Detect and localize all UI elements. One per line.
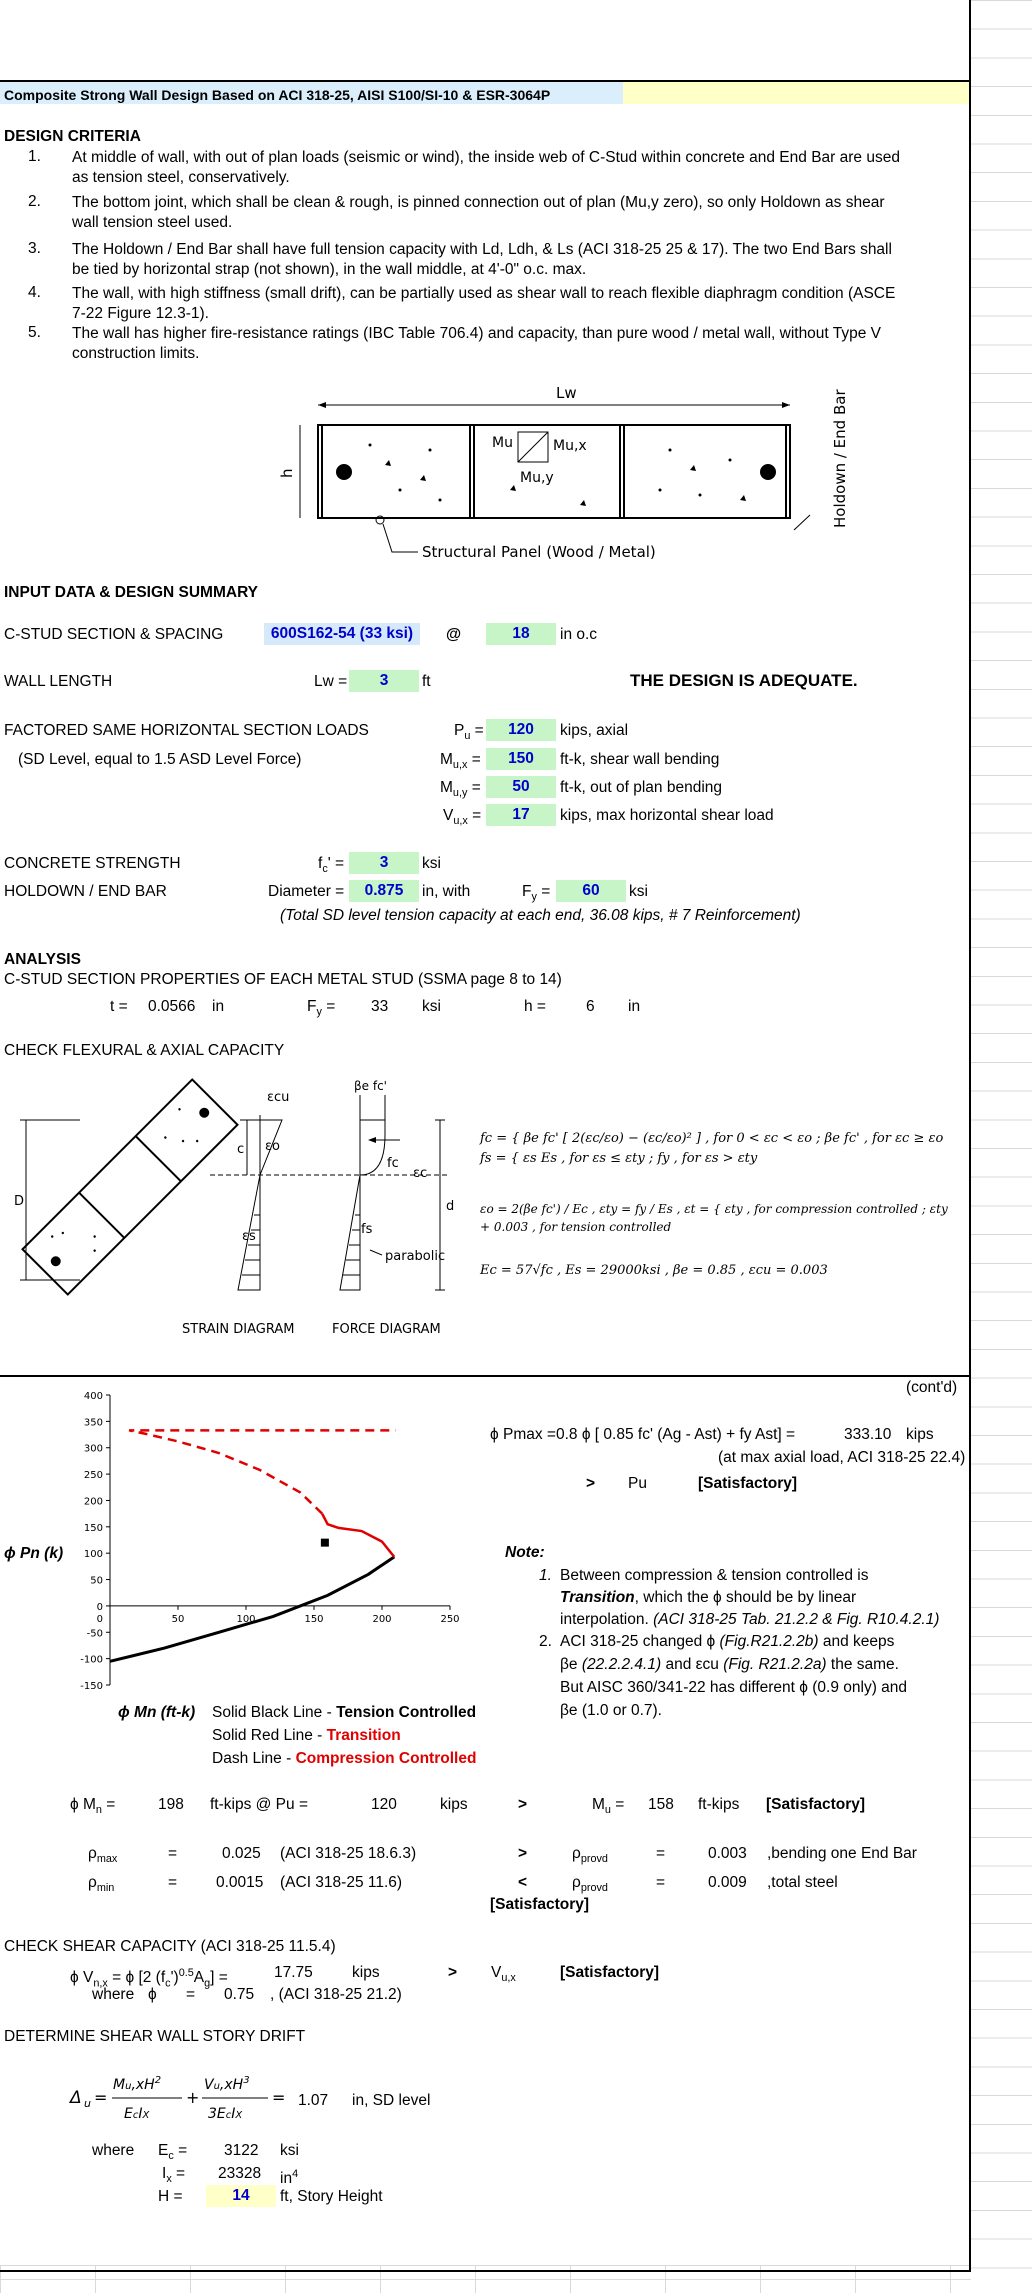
rhoprovd-value-2: 0.009 (708, 1874, 747, 1891)
page-bottom-divider (0, 2270, 969, 2272)
fc-unit: ksi (422, 855, 441, 872)
fc-label: $f_c'$ = (318, 855, 345, 876)
note-1-line-2: Transition, which the ϕ should be by linear (560, 1589, 857, 1606)
svg-text:=: = (272, 2088, 286, 2107)
drift-equation (68, 2062, 288, 2132)
rhoprovd-label-2: $\rho_{provd}$ (572, 1874, 608, 1895)
shear-phi-ref: , (ACI 318-25 21.2) (270, 1986, 402, 2003)
ec-label: $E_c$ = (158, 2142, 188, 2163)
vux-unit: kips, max horizontal shear load (560, 807, 774, 824)
diameter-input[interactable]: 0.875 (349, 880, 419, 902)
ec-value: 3122 (224, 2142, 259, 2159)
vux-input-label: $V_{u,x}$ = (443, 807, 482, 828)
drift-where: where (92, 2142, 135, 2159)
interaction-chart (60, 1385, 470, 1700)
results-pu-unit: kips (440, 1796, 468, 1813)
mux-input[interactable]: 150 (486, 748, 556, 770)
at-symbol: @ (446, 626, 462, 643)
legend-black: Solid Black Line - Tension Controlled (212, 1704, 477, 1721)
note-2-line-4: βe (1.0 or 0.7). (560, 1702, 662, 1719)
design-status: THE DESIGN IS ADEQUATE. (630, 671, 858, 690)
force-diagram-label: FORCE DIAGRAM (332, 1322, 441, 1337)
reinforcement-status: [Satisfactory] (490, 1896, 590, 1913)
story-height-unit: ft, Story Height (280, 2188, 383, 2205)
fy-bar-input[interactable]: 60 (556, 880, 626, 902)
muy-input-label: $M_{u,y}$ = (440, 779, 481, 800)
y-tick-label: 0 (96, 1601, 103, 1613)
ec-equation: Ec = 57√fc , Es = 29000ksi , βe = 0.85 , εcu = 0.003 (480, 1263, 828, 1278)
fy-bar-label: $F_y$ = (522, 883, 551, 904)
ec-unit: ksi (280, 2142, 299, 2159)
structural-panel-label: Structural Panel (Wood / Metal) (422, 543, 656, 561)
phimn-gt: > (518, 1796, 528, 1813)
fs-equation: fs = { εs Es , for εs ≤ εty ; fy , for εs > εty (480, 1151, 758, 1166)
y-tick-label: 350 (83, 1417, 103, 1429)
drift-unit: in, SD level (352, 2092, 431, 2109)
rhomin-ref: (ACI 318-25 11.6) (280, 1874, 403, 1891)
spacing-unit: in o.c (560, 626, 598, 643)
loads-label: FACTORED SAME HORIZONTAL SECTION LOADS (4, 722, 369, 739)
ix-value: 23328 (218, 2165, 262, 2182)
section-properties-label: C-STUD SECTION PROPERTIES OF EACH METAL STUD (SSMA page 8 to 14) (4, 971, 562, 988)
mu-label: $M_u$ = (592, 1796, 625, 1817)
chart-y-label: ϕ Pn (k) (4, 1545, 64, 1562)
pu-unit: kips, axial (560, 722, 629, 739)
rhoprovd-eq-2: = (656, 1874, 666, 1891)
spreadsheet-gridlines (971, 0, 1032, 2293)
mux-label: Mu,x (553, 438, 587, 454)
pmax-gt: > (586, 1475, 596, 1492)
ix-unit: $in^4$ (280, 2168, 299, 2188)
svg-text:Vu,xH3: $Vu,xH^3$ (204, 2075, 250, 2093)
rhomin-lt: < (518, 1874, 528, 1891)
eo-label: εo (265, 1139, 280, 1154)
vux-input[interactable]: 17 (486, 804, 556, 826)
mux-input-label: $M_{u,x}$ = (440, 751, 481, 772)
input-heading: INPUT DATA & DESIGN SUMMARY (4, 584, 259, 601)
section-strain-force-diagram (10, 1075, 460, 1340)
wall-length-label: WALL LENGTH (4, 673, 113, 690)
ecu-label: εcu (267, 1090, 290, 1105)
rhoprovd-label-1: $\rho_{provd}$ (572, 1845, 608, 1866)
page-title: Composite Strong Wall Design Based on ACI 318-25, AISI S100/SI-10 & ESR-3064P (4, 87, 551, 103)
wall-length-input[interactable]: 3 (349, 670, 419, 692)
legend-dash: Dash Line - Compression Controlled (212, 1750, 477, 1767)
svg-text:=: = (94, 2088, 108, 2107)
y-tick-label: 400 (83, 1391, 103, 1402)
note-1-num: 1. (539, 1567, 552, 1584)
es-label: εs (242, 1229, 256, 1244)
strain-diagram-label: STRAIN DIAGRAM (182, 1322, 295, 1337)
pmax-value: 333.10 (844, 1426, 892, 1443)
design-point (321, 1539, 329, 1547)
series-solid-black (110, 1557, 394, 1661)
eo-equation: εo = 2(βe fc') / Ec , εty = fy / Es , εt = { εty , for compression controlled ; εty + 0.003 , for tension controlled (480, 1202, 948, 1234)
h-stud-value: 6 (586, 998, 595, 1015)
shear-phi-label: ϕ (148, 1986, 157, 2003)
svg-text:+: + (186, 2088, 200, 2107)
lw-input-label: Lw = (314, 673, 348, 690)
shear-where: where (92, 1986, 135, 2003)
y-tick-label: -100 (80, 1654, 103, 1666)
x-tick-label: 100 (236, 1613, 256, 1625)
rhoprovd-eq-1: = (656, 1845, 666, 1862)
svg-text:3EcIX: 3EcIX (208, 2106, 243, 2122)
shear-equation: ϕ $V_{n,x} = \phi$ [2 $(f_c')^{0.5}A_g$] = (70, 1967, 228, 1990)
svg-text:Mu,xH2: $Mu,xH^2$ (113, 2075, 162, 2093)
fy-bar-unit: ksi (629, 883, 648, 900)
series-solid-red (322, 1514, 394, 1557)
be-fc-label: βe fc' (354, 1079, 387, 1093)
shear-status: [Satisfactory] (560, 1964, 660, 1981)
legend-red: Solid Red Line - Transition (212, 1727, 401, 1744)
spacing-input[interactable]: 18 (486, 623, 556, 645)
page-break-divider (0, 1375, 969, 1377)
rhomax-ref: (ACI 318-25 18.6.3) (280, 1845, 417, 1862)
cstud-label: C-STUD SECTION & SPACING (4, 626, 224, 643)
y-tick-label: 200 (83, 1496, 103, 1508)
fy-stud-label: $F_y$ = (307, 998, 336, 1019)
criteria-heading: DESIGN CRITERIA (4, 128, 141, 145)
tension-capacity-note: (Total SD level tension capacity at each end, 36.08 kips, # 7 Reinforcement) (280, 907, 801, 924)
muy-input[interactable]: 50 (486, 776, 556, 798)
cstud-section-input[interactable]: 600S162-54 (33 ksi) (264, 623, 420, 645)
c-label: c (237, 1142, 245, 1157)
shear-heading: CHECK SHEAR CAPACITY (ACI 318-25 11.5.4) (4, 1938, 336, 1955)
y-tick-label: 150 (83, 1522, 103, 1534)
rhomin-eq: = (168, 1874, 178, 1891)
note-heading: Note: (505, 1544, 545, 1561)
fc-diagram-label: fc (387, 1156, 399, 1171)
fs-diagram-label: fs (361, 1222, 373, 1237)
note-1-line-1: Between compression & tension controlled is (560, 1567, 869, 1584)
series-dash-red (129, 1430, 396, 1513)
page-border-right (969, 0, 971, 2272)
rhomax-value: 0.025 (222, 1845, 261, 1862)
mu-label: Mu (492, 435, 513, 451)
y-tick-label: 250 (83, 1470, 103, 1482)
fc-input[interactable]: 3 (349, 852, 419, 874)
mu-unit: ft-kips (698, 1796, 740, 1813)
lw-unit: ft (422, 673, 431, 690)
shear-unit: kips (352, 1964, 380, 1981)
y-tick-label: -150 (80, 1681, 103, 1692)
sd-level-note: (SD Level, equal to 1.5 ASD Level Force) (18, 751, 302, 768)
rhomax-gt: > (518, 1845, 528, 1862)
flexural-heading: CHECK FLEXURAL & AXIAL CAPACITY (4, 1042, 285, 1059)
fy-stud-unit: ksi (422, 998, 441, 1015)
note-1-line-3: interpolation. (ACI 318-25 Tab. 21.2.2 & Fig. R10.4.2.1) (560, 1611, 940, 1628)
ix-label: $I_x$ = (162, 2165, 186, 2186)
parabolic-label: parabolic (385, 1249, 446, 1264)
y-tick-label: 300 (83, 1443, 103, 1455)
holdown-label: Holdown / End Bar (831, 389, 849, 528)
muy-unit: ft-k, out of plan bending (560, 779, 723, 796)
shear-phi-eq: = (186, 1986, 196, 2003)
x-tick-label: 200 (372, 1613, 392, 1625)
rhomin-label: $\rho_{min}$ (88, 1874, 115, 1895)
phimn-label: ϕ $M_n$ = (70, 1796, 116, 1817)
diameter-unit: in, with (422, 883, 471, 900)
x-tick-label: 150 (304, 1613, 324, 1625)
t-unit: in (212, 998, 225, 1015)
diameter-label: Diameter = (268, 883, 345, 900)
mu-value: 158 (648, 1796, 674, 1813)
chart-x-label: ϕ Mn (ft-k) (118, 1704, 196, 1721)
pmax-unit: kips (906, 1426, 934, 1443)
t-value: 0.0566 (148, 998, 196, 1015)
x-tick-label: 250 (440, 1613, 460, 1625)
concrete-strength-label: CONCRETE STRENGTH (4, 855, 181, 872)
x-tick-label: 0 (96, 1613, 103, 1625)
d-label: d (446, 1199, 455, 1214)
note-2-line-3: But AISC 360/341-22 has different ϕ (0.9 only) and (560, 1679, 908, 1696)
ec-diagram-label: εc (413, 1166, 428, 1181)
pmax-pu: Pu (628, 1475, 647, 1492)
h-stud-label: h = (524, 998, 546, 1015)
y-tick-label: -50 (86, 1628, 103, 1640)
phimn-value: 198 (158, 1796, 184, 1813)
contd-label: (cont'd) (906, 1379, 958, 1396)
rhoprovd-note-1: ,bending one End Bar (767, 1845, 917, 1862)
fc-equation: fc = { βe fc' [ 2(εc/εo) − (εc/εo)² ] , for 0 < εc < εo ; βe fc' , for εc ≥ εo (480, 1131, 944, 1146)
y-tick-label: 50 (90, 1575, 103, 1587)
svg-text:u: u (84, 2097, 91, 2110)
D-label: D (14, 1194, 25, 1209)
phimn-unit: ft-kips @ Pu = (210, 1796, 309, 1813)
svg-text:Δ: Δ (70, 2088, 82, 2108)
pmax-equation: ϕ Pmax =0.8 ϕ [ 0.85 fc' (Ag - Ast) + fy Ast] = (490, 1426, 796, 1443)
pu-label: $P_u$ = (454, 722, 484, 743)
story-height-label: H = (158, 2188, 183, 2205)
rhomax-eq: = (168, 1845, 178, 1862)
shear-vux: $V_{u,x}$ (491, 1964, 516, 1985)
muy-label: Mu,y (520, 470, 554, 486)
note-2-line-2: βe (22.2.2.4.1) and εcu (Fig. R21.2.2a) the same. (560, 1656, 899, 1673)
flexure-status: [Satisfactory] (766, 1796, 866, 1813)
h-label: h (278, 468, 296, 478)
rhoprovd-value-1: 0.003 (708, 1845, 747, 1862)
fy-stud-value: 33 (371, 998, 389, 1015)
rhomin-value: 0.0015 (216, 1874, 264, 1891)
drift-value: 1.07 (298, 2092, 329, 2109)
svg-text:EcIX: EcIX (124, 2106, 150, 2122)
x-tick-label: 50 (171, 1613, 185, 1625)
drift-heading: DETERMINE SHEAR WALL STORY DRIFT (4, 2028, 306, 2045)
h-stud-unit: in (628, 998, 641, 1015)
pmax-status: [Satisfactory] (698, 1475, 798, 1492)
shear-phi-value: 0.75 (224, 1986, 255, 2003)
shear-value: 17.75 (274, 1964, 313, 1981)
results-pu-value: 120 (371, 1796, 397, 1813)
mux-unit: ft-k, shear wall bending (560, 751, 720, 768)
analysis-heading: ANALYSIS (4, 951, 81, 968)
t-label: t = (110, 998, 128, 1015)
wall-plan-diagram (270, 370, 870, 570)
pu-input[interactable]: 120 (486, 719, 556, 741)
lw-label: Lw (556, 384, 577, 402)
story-height-input[interactable]: 14 (206, 2185, 276, 2207)
y-tick-label: 100 (83, 1549, 103, 1561)
note-2-num: 2. (539, 1633, 552, 1650)
holdown-end-bar-label: HOLDOWN / END BAR (4, 883, 167, 900)
rhoprovd-note-2: ,total steel (767, 1874, 838, 1891)
note-2-line-1: ACI 318-25 changed ϕ (Fig.R21.2.2b) and keeps (560, 1633, 895, 1650)
rhomax-label: $\rho_{max}$ (88, 1845, 118, 1866)
shear-gt: > (448, 1964, 458, 1981)
pmax-ref: (at max axial load, ACI 318-25 22.4) (718, 1449, 966, 1466)
